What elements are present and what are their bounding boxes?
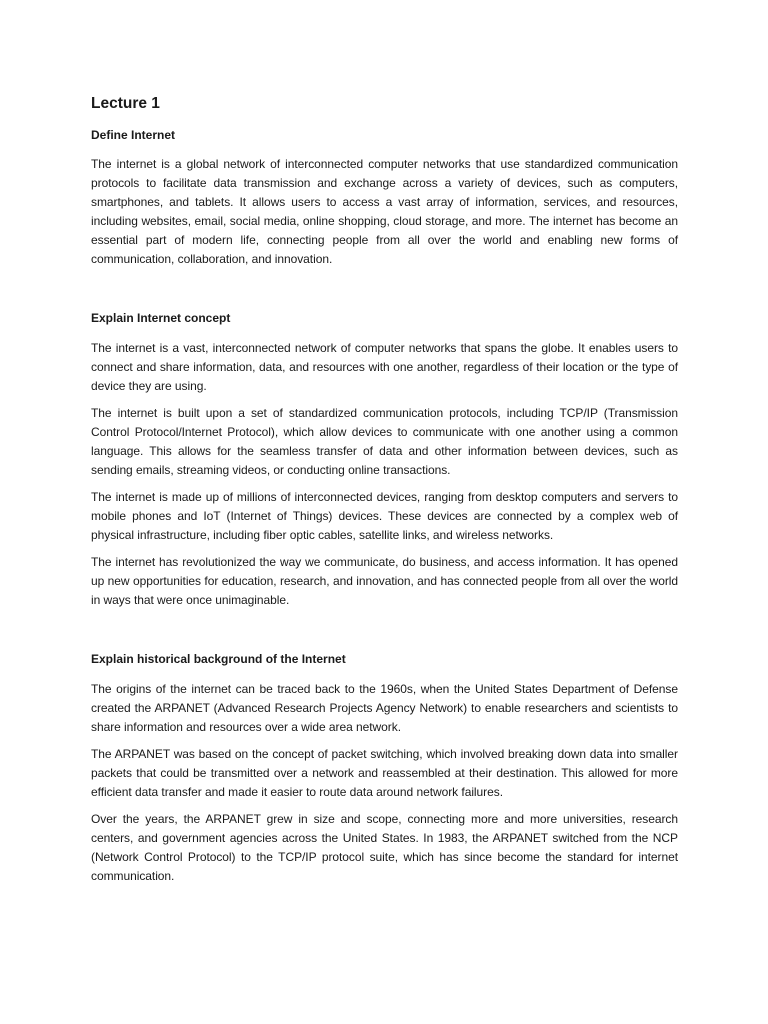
document-page xyxy=(91,94,678,894)
paragraph: Over the years, the ARPANET grew in size and scope, connecting more and more universities, research centers, and government agencies across the United States. In 1983, the ARPANET switched from the NCP (Network Control Protocol) to the TCP/IP protocol suite, which has since become the standard for internet communication. xyxy=(91,812,678,883)
paragraph: The ARPANET was based on the concept of packet switching, which involved breaking down data into smaller packets that could be transmitted over a network and reassembled at their destination. This allowed for more efficient data transfer and made it easier to route data around network failures. xyxy=(91,747,678,799)
paragraph: The origins of the internet can be traced back to the 1960s, when the United States Department of Defense created the ARPANET (Advanced Research Projects Agency Network) to enable researchers and scientists to share information and resources over a wide area network. xyxy=(91,682,678,734)
paragraph: The internet is a vast, interconnected network of computer networks that spans the globe. It enables users to connect and share information, data, and resources with one another, regardless of their location or the type of device they are using. xyxy=(91,341,678,393)
section-heading: Explain Internet concept xyxy=(91,311,231,325)
section-define-internet xyxy=(91,127,678,269)
paragraph: The internet is made up of millions of interconnected devices, ranging from desktop computers and servers to mobile phones and IoT (Internet of Things) devices. These devices are connected by a complex web of physical infrastructure, including fiber optic cables, satellite links, and wireless networks. xyxy=(91,490,678,542)
lecture-title: Lecture 1 xyxy=(91,95,160,112)
section-spacer xyxy=(91,618,678,639)
paragraph: The internet is built upon a set of standardized communication protocols, including TCP/IP (Transmission Control Protocol/Internet Protocol), which allow devices to communicate with one another using a common language. This allows for the seamless transfer of data and other information between devices, such as sending emails, streaming videos, or conducting online transactions. xyxy=(91,406,678,477)
paragraph: The internet is a global network of interconnected computer networks that use standardized communication protocols to facilitate data transmission and exchange across a variety of devices, such as computers, smartphones, and tablets. It allows users to access a vast array of information, services, and resources, including websites, email, social media, online shopping, cloud storage, and more. The internet has become an essential part of modern life, connecting people from all over the world and enabling new forms of communication, collaboration, and innovation. xyxy=(91,157,678,266)
section-heading: Explain historical background of the Internet xyxy=(91,652,346,666)
paragraph: The internet has revolutionized the way we communicate, do business, and access information. It has opened up new opportunities for education, research, and innovation, and has connected people from all over the world in ways that were once unimaginable. xyxy=(91,555,678,607)
section-heading: Define Internet xyxy=(91,128,176,142)
section-historical-background xyxy=(91,651,678,886)
section-internet-concept xyxy=(91,310,678,610)
section-spacer xyxy=(91,277,678,298)
